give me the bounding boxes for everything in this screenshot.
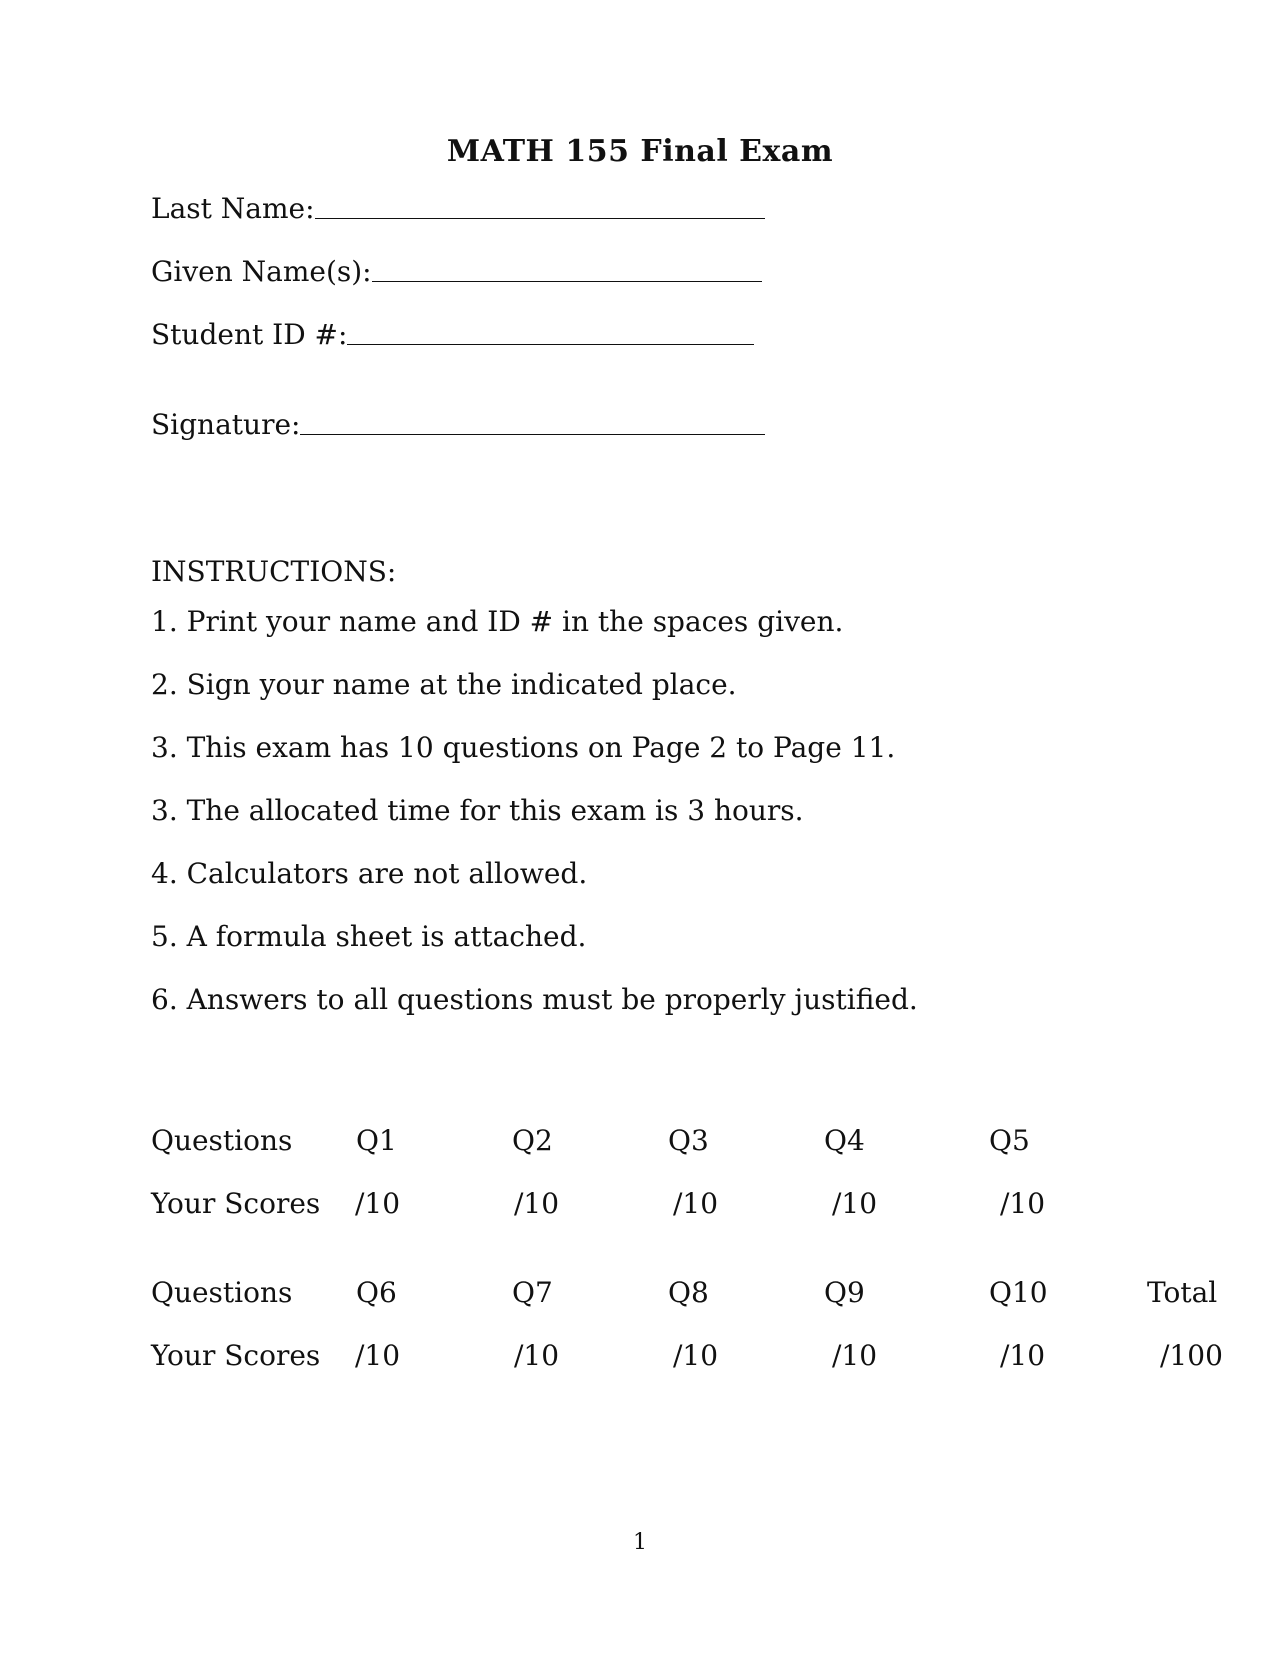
score-table-scores-row-2 (151, 1339, 1231, 1375)
scores-label: Your Scores (151, 1187, 321, 1220)
last-name-field[interactable] (151, 192, 765, 225)
signature-label: Signature: (151, 408, 301, 441)
student-id-field[interactable] (151, 318, 754, 351)
page-number: 1 (633, 1530, 647, 1555)
student-id-label: Student ID #: (151, 318, 348, 351)
score-cell-q5[interactable]: /10 (1000, 1187, 1046, 1220)
question-header-q4: Q4 (824, 1124, 865, 1157)
score-cell-total[interactable]: /100 (1160, 1339, 1223, 1372)
signature-blank-line[interactable] (300, 433, 765, 435)
instruction-item: 6. Answers to all questions must be properly justified. (151, 983, 918, 1016)
question-header-q3: Q3 (668, 1124, 709, 1157)
question-header-q8: Q8 (668, 1276, 709, 1309)
instruction-item: 3. The allocated time for this exam is 3 hours. (151, 794, 804, 827)
score-cell-q6[interactable]: /10 (355, 1339, 401, 1372)
question-header-q5: Q5 (989, 1124, 1030, 1157)
last-name-blank-line[interactable] (315, 217, 765, 219)
question-header-total: Total (1147, 1276, 1218, 1309)
given-names-field[interactable] (151, 255, 762, 288)
instructions-heading: INSTRUCTIONS: (151, 555, 397, 588)
instruction-item: 3. This exam has 10 questions on Page 2 to Page 11. (151, 731, 896, 764)
score-cell-q8[interactable]: /10 (673, 1339, 719, 1372)
student-id-blank-line[interactable] (347, 343, 754, 345)
given-names-label: Given Name(s): (151, 255, 372, 288)
signature-field[interactable] (151, 408, 765, 441)
question-header-q2: Q2 (512, 1124, 553, 1157)
question-header-q10: Q10 (989, 1276, 1048, 1309)
last-name-label: Last Name: (151, 192, 315, 225)
score-cell-q7[interactable]: /10 (514, 1339, 560, 1372)
page-title: MATH 155 Final Exam (446, 134, 834, 169)
question-header-q6: Q6 (356, 1276, 397, 1309)
score-cell-q1[interactable]: /10 (355, 1187, 401, 1220)
question-header-q7: Q7 (512, 1276, 553, 1309)
score-cell-q4[interactable]: /10 (832, 1187, 878, 1220)
score-cell-q10[interactable]: /10 (1000, 1339, 1046, 1372)
question-header-q1: Q1 (356, 1124, 397, 1157)
instruction-item: 1. Print your name and ID # in the spaces given. (151, 605, 844, 638)
score-table-scores-row-1 (151, 1187, 1231, 1223)
instruction-item: 5. A formula sheet is attached. (151, 920, 587, 953)
given-names-blank-line[interactable] (372, 280, 762, 282)
score-cell-q2[interactable]: /10 (514, 1187, 560, 1220)
score-cell-q9[interactable]: /10 (832, 1339, 878, 1372)
score-table-questions-row-2 (151, 1276, 1231, 1312)
scores-label: Your Scores (151, 1339, 321, 1372)
score-table-questions-row-1 (151, 1124, 1231, 1160)
instruction-item: 4. Calculators are not allowed. (151, 857, 588, 890)
score-cell-q3[interactable]: /10 (673, 1187, 719, 1220)
instruction-item: 2. Sign your name at the indicated place. (151, 668, 737, 701)
questions-label: Questions (151, 1124, 293, 1157)
questions-label: Questions (151, 1276, 293, 1309)
question-header-q9: Q9 (824, 1276, 865, 1309)
